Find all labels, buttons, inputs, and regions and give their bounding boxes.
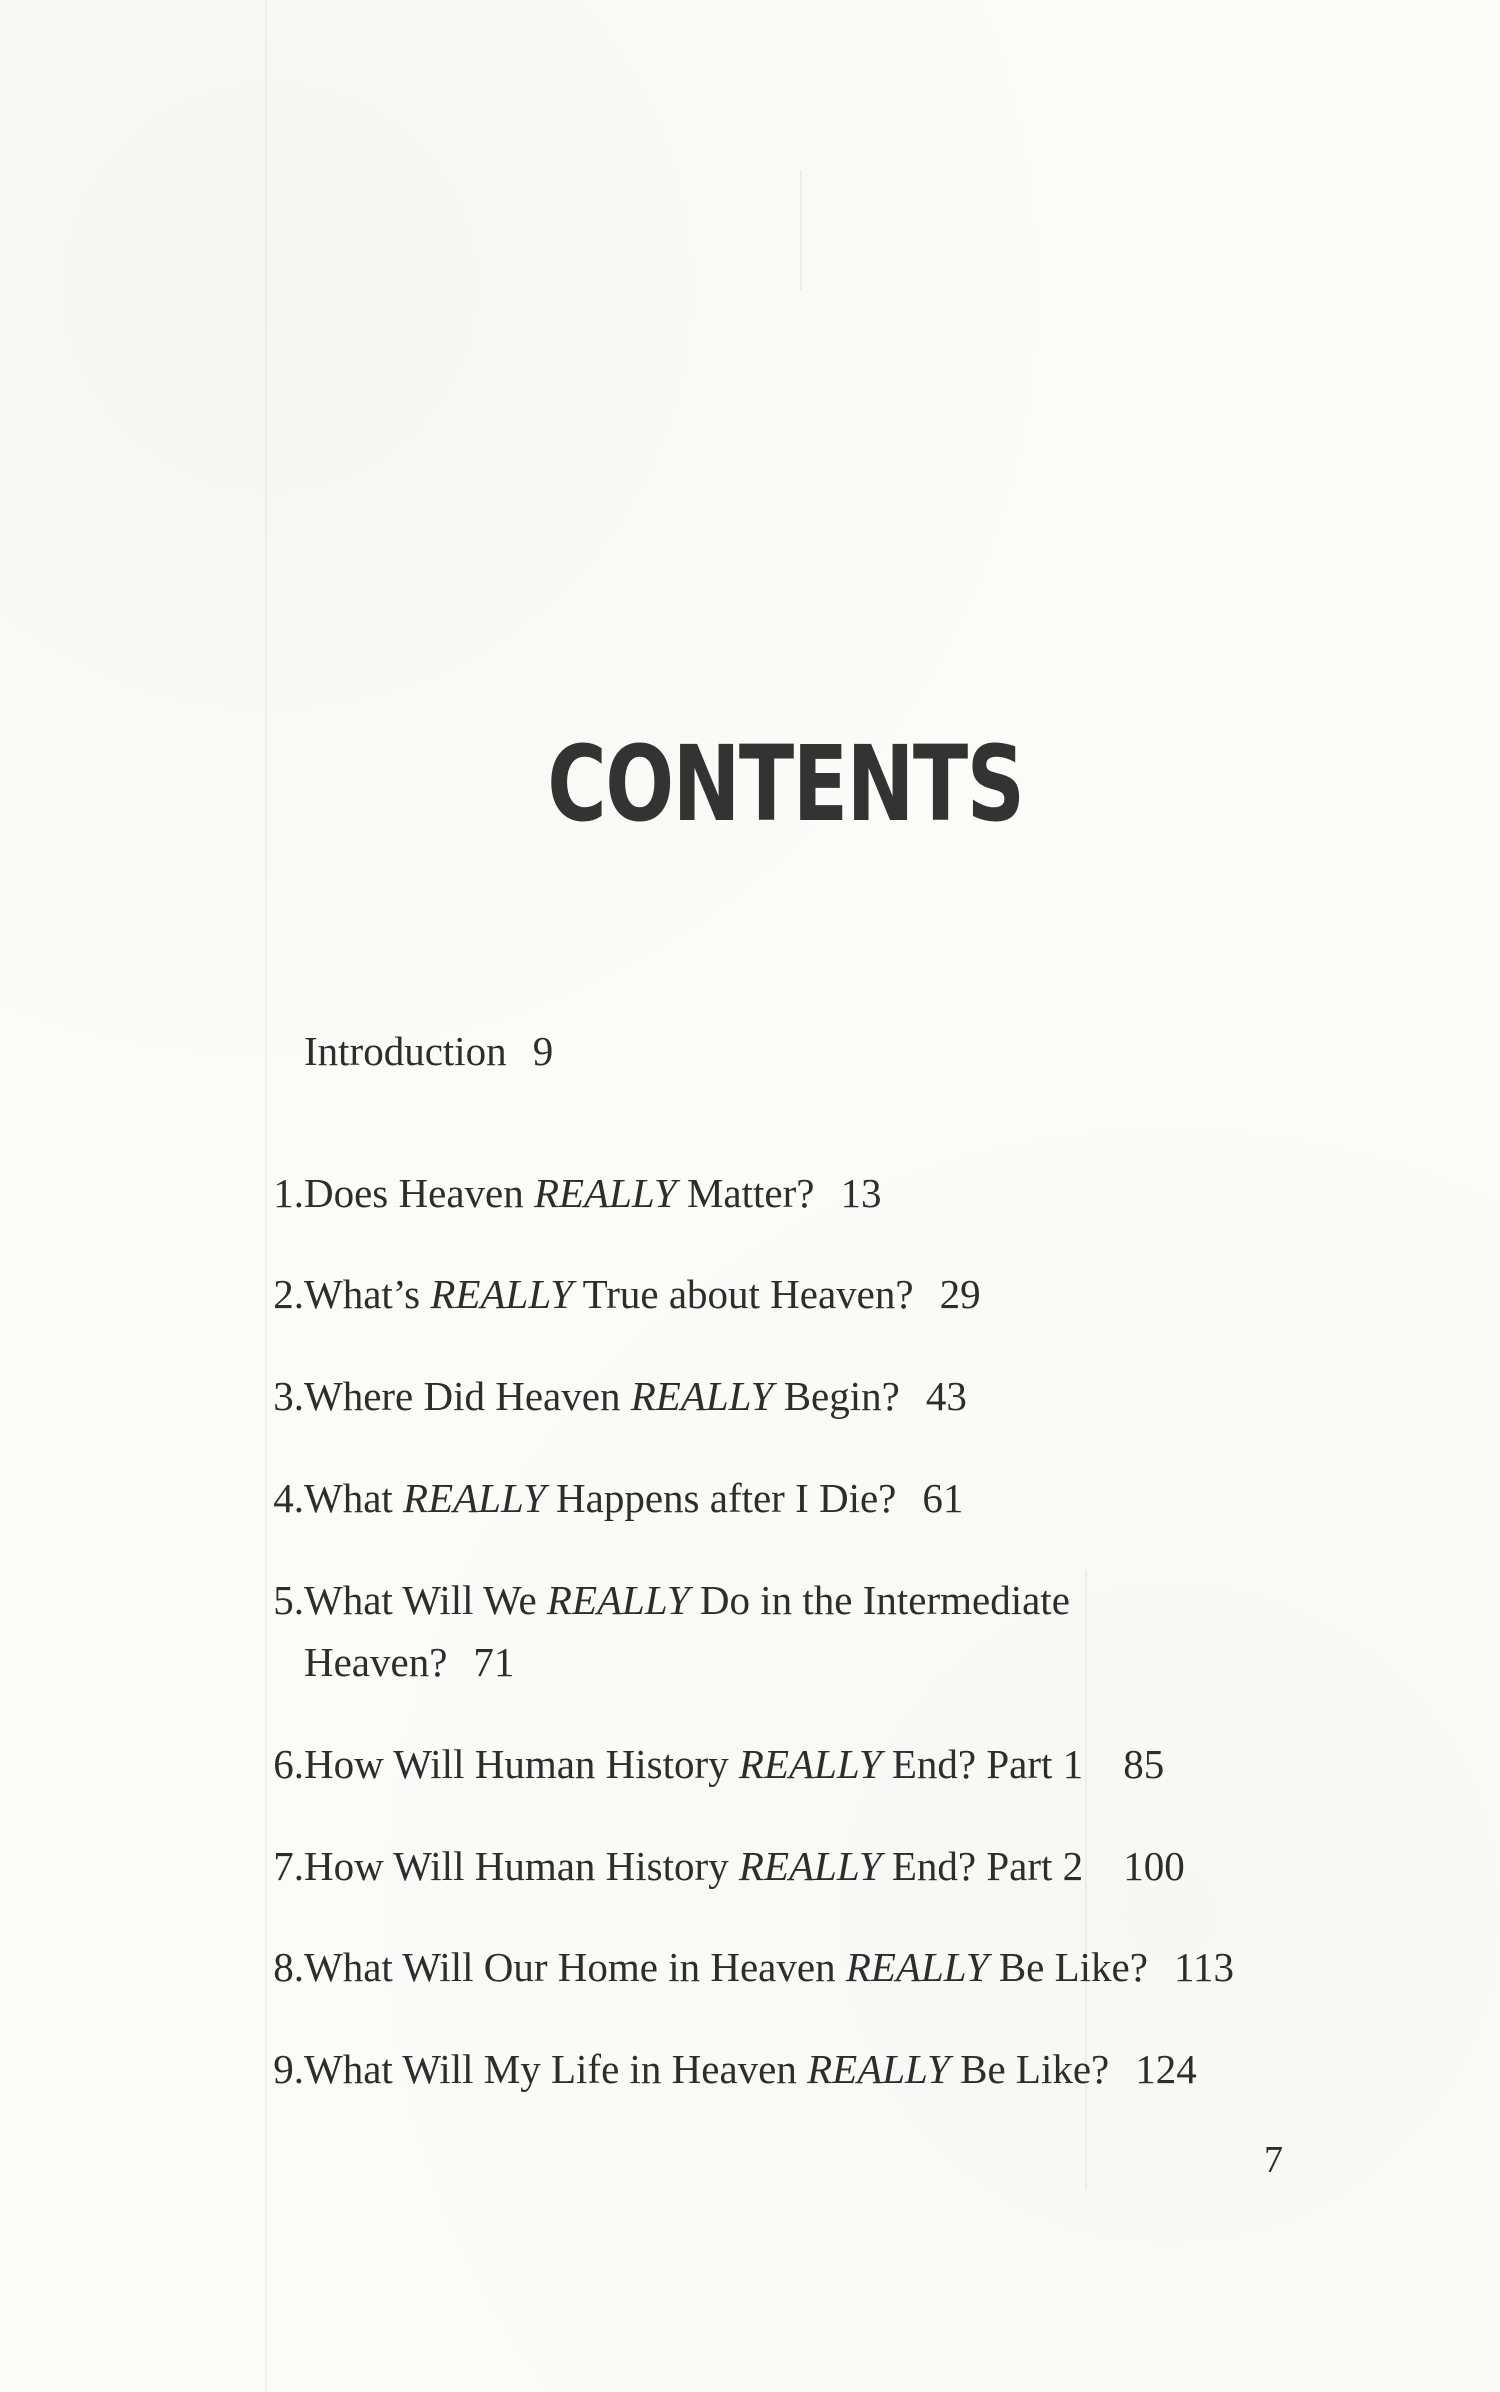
toc-entry-title: What’s REALLY True about Heaven? 29 (304, 1271, 981, 1317)
toc-chapter-5-continuation: Heaven? 71 (304, 1639, 515, 1685)
toc-page-number: 13 (840, 1170, 882, 1216)
toc-entry-title: What Will Our Home in Heaven REALLY Be Like? 113 (304, 1944, 1234, 1990)
toc-entry-title: How Will Human History REALLY End? Part 2 100 (304, 1843, 1185, 1889)
toc-page-number: 71 (473, 1639, 515, 1685)
page-number: 7 (1264, 2139, 1283, 2181)
chapter-number: 6. (273, 1741, 304, 1787)
toc-page-number: 100 (1123, 1843, 1185, 1889)
chapter-number: 9. (273, 2046, 304, 2092)
chapter-number: 3. (273, 1373, 304, 1419)
toc-page-number: 61 (922, 1475, 964, 1521)
toc-page-number: 9 (532, 1028, 554, 1074)
toc-entry-title: How Will Human History REALLY End? Part 1 85 (304, 1741, 1165, 1787)
chapter-number: 2. (273, 1271, 304, 1317)
chapter-number: 8. (273, 1944, 304, 1990)
toc-page-number: 113 (1173, 1944, 1234, 1990)
toc-entry-title: What Will My Life in Heaven REALLY Be Like? 124 (304, 2046, 1197, 2092)
chapter-number: 4. (273, 1475, 304, 1521)
toc-entry-title: What Will We REALLY Do in the Intermediate (304, 1577, 1070, 1623)
toc-page-number: 29 (939, 1271, 981, 1317)
toc-entry-title: Where Did Heaven REALLY Begin? 43 (304, 1373, 967, 1419)
chapter-number: 1. (273, 1170, 304, 1216)
contents-heading: CONTENTS (547, 722, 1024, 845)
toc-entry-title: Does Heaven REALLY Matter? 13 (304, 1170, 882, 1216)
toc-entry-title: Introduction 9 (304, 1028, 554, 1074)
toc-entry-title: What REALLY Happens after I Die? 61 (304, 1475, 964, 1521)
chapter-number: 5. (273, 1577, 304, 1623)
toc-page-number: 85 (1123, 1741, 1165, 1787)
chapter-number: 7. (273, 1843, 304, 1889)
toc-page-number: 43 (925, 1373, 967, 1419)
toc-page-number: 124 (1135, 2046, 1197, 2092)
